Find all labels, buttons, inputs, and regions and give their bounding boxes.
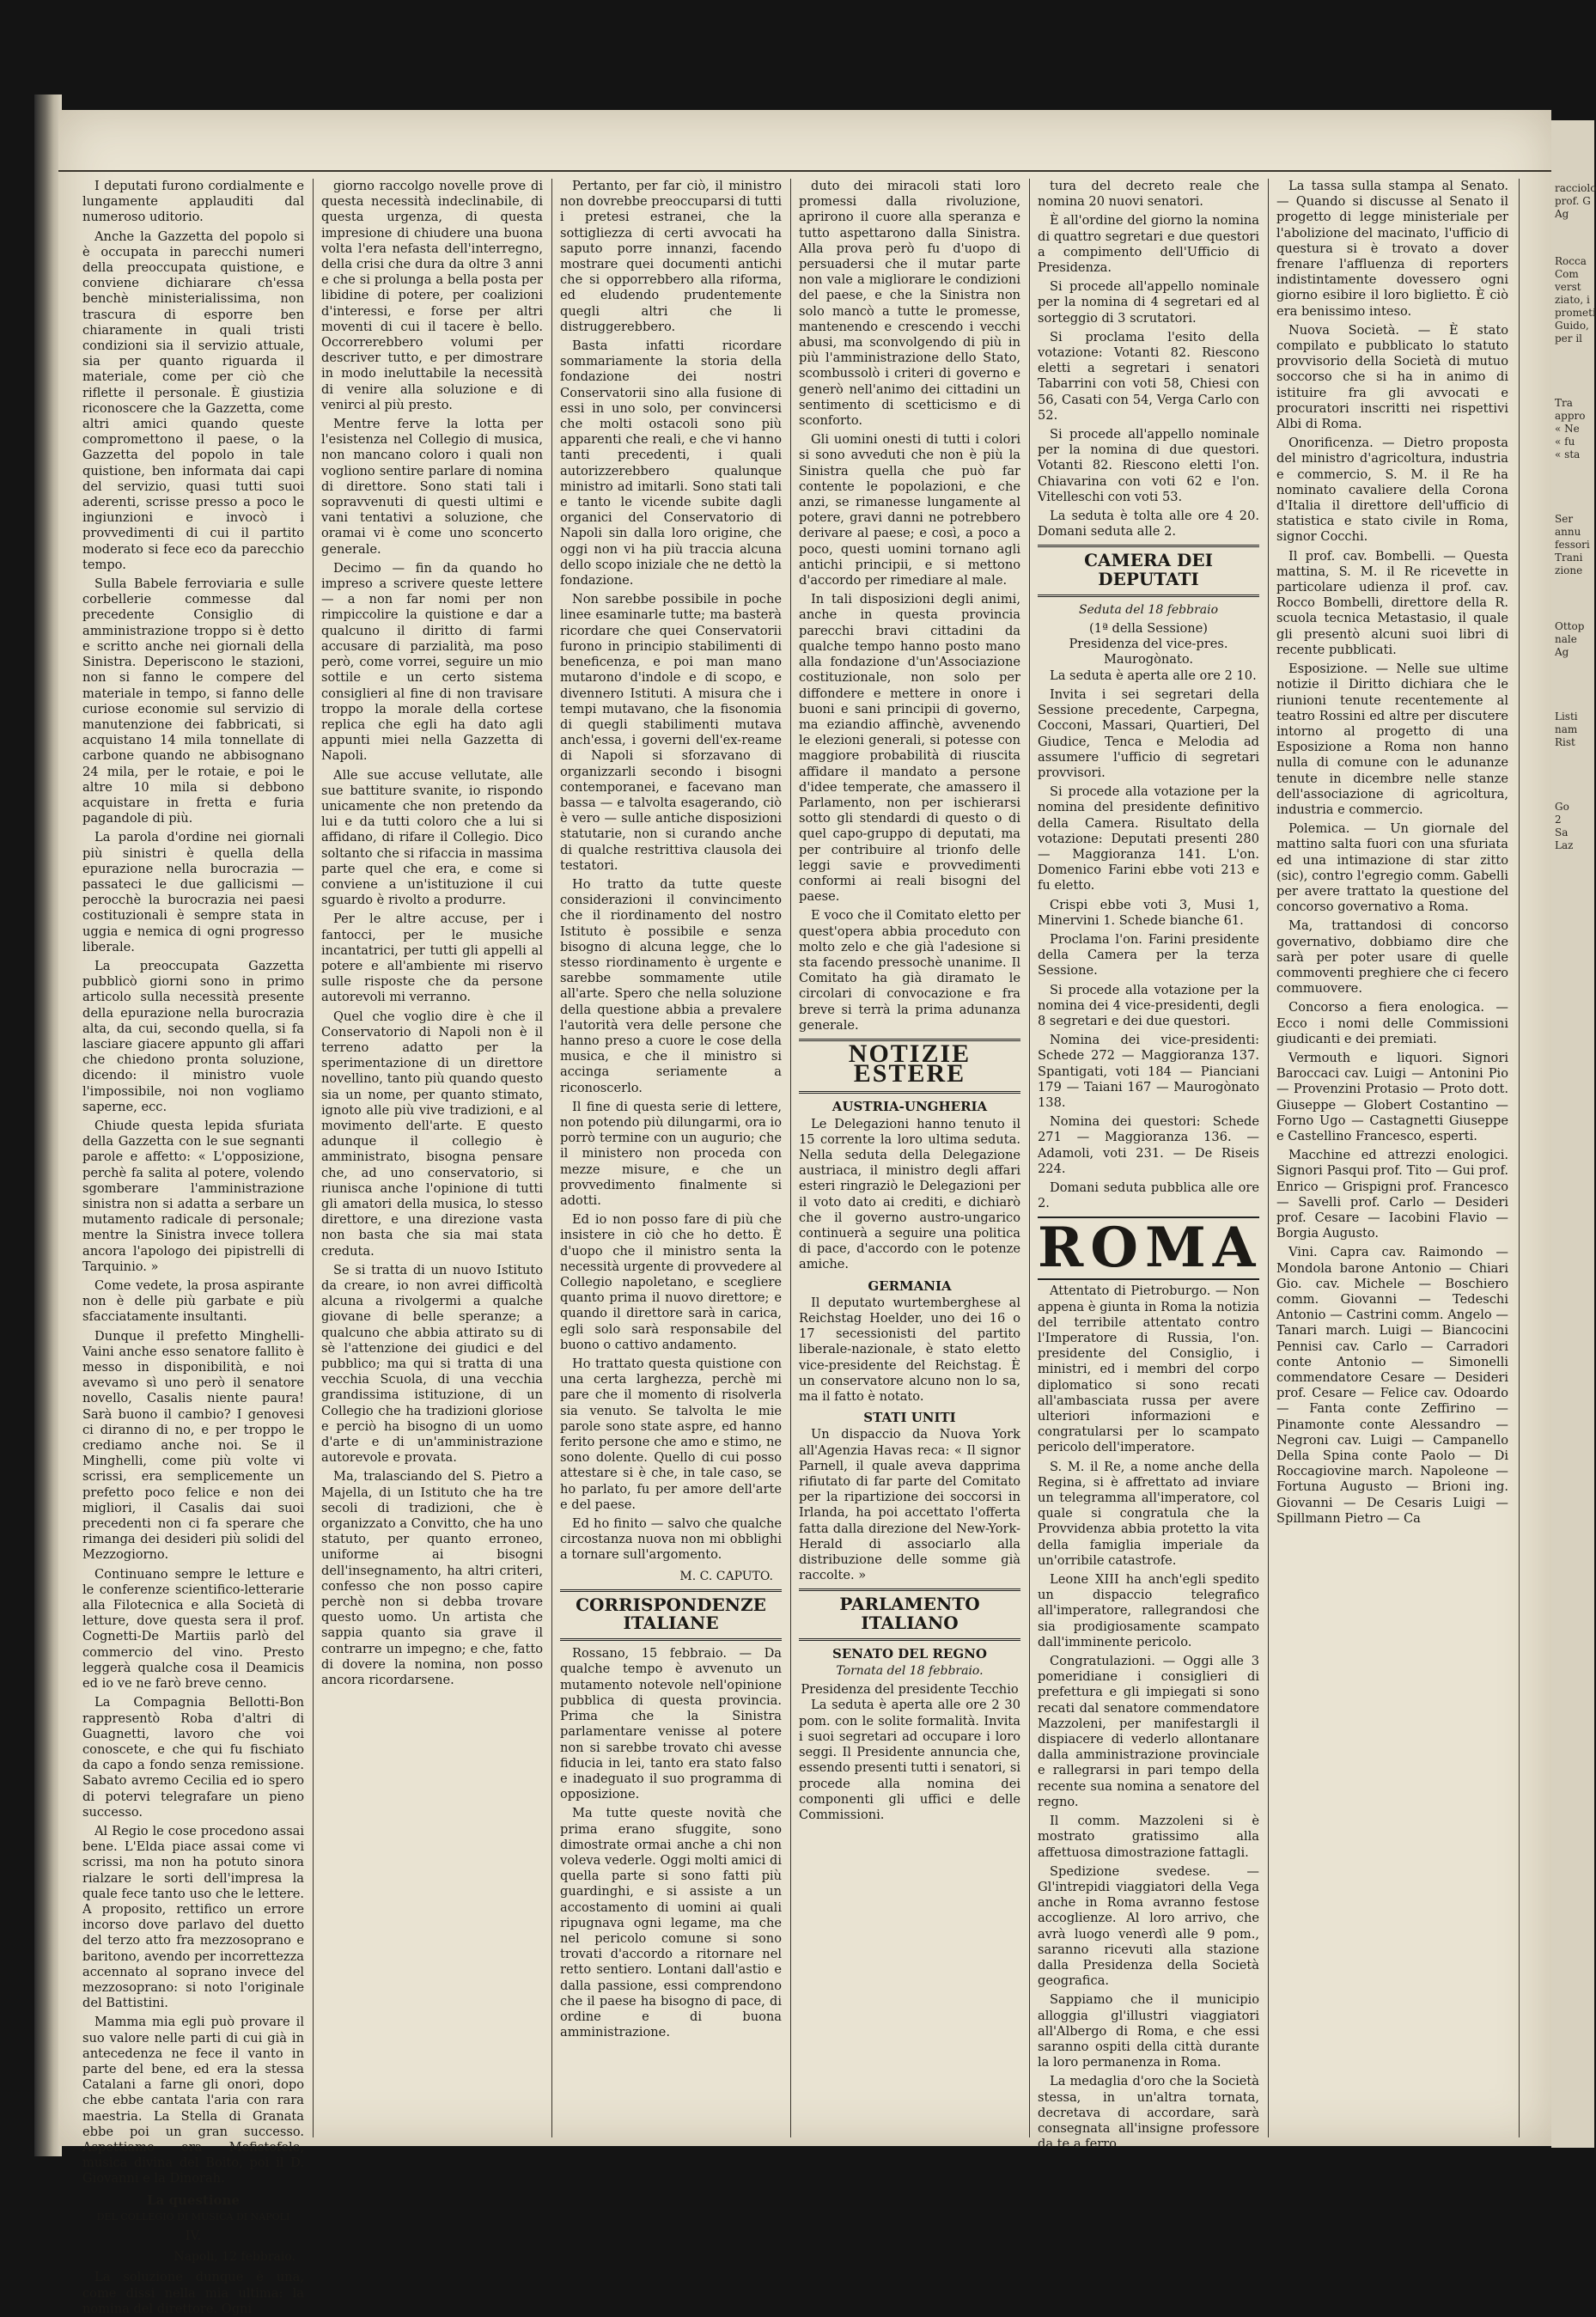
col5-paragraph: Si procede all'appello nominale per la nomina di due questori. Votanti 82. Riescono eletti l'on. Chiavarina con voti 62 e l'on. Vitelleschi con voti 53. [1038,427,1259,504]
chamber-text: Nomina dei vice-presidenti: Schede 272 — Maggioranza 137. Spantigati, voti 184 — Pianciani 179 — Taiani 167 — Maurogònato 138. [1038,1033,1259,1110]
next-page-fragment: « Ne [1555,423,1580,435]
austria-title: AUSTRIA-UNGHERIA [832,1099,988,1115]
roma-paragraph: Sappiamo che il municipio alloggia gl'illustri viaggiatori all'Albergo di Roma, e che essi saranno ospiti della città durante la loro permanenza in Roma. [1038,1992,1259,2070]
col1-paragraph: Dunque il prefetto Minghelli-Vaini anche esso senatore fallito è messo in disponibilità, e noi avevamo sì uno però il senatore novello, Casalis niente paura! Sarà buono il cambio? I genovesi ci diranno di no, e per troppo le crediamo anche noi. Se il Minghelli, come più volte vi scrissi, era semplicemente un prefetto poco felice e non dei migliori, il Casalis dai suoi precedenti non ci fa sperare che rimanga dei desideri più solidi del Mezzogiorno. [82,1328,304,1563]
col2-paragraph: Se si tratta di un nuovo Istituto da creare, io non avrei difficoltà alcuna a rivolgermi a qualche giovane di belle speranze; a qualcuno che abbia attirato su di sè l'attenzione dei giudici e del pubblico; ma qui si tratta di una vecchia Scuola, di una vecchia grandissima istituzione, di un Collegio che ha tradizioni gloriose e perciò ha bisogno di un uomo d'arte e di un'amministrazione autorevole e provata. [321,1262,543,1466]
question-text: La soluzione dunque è una, come dissi nella mia ultima: la nomina del direttore. Ogni [82,2270,304,2316]
col3-paragraph: Ed io non posso fare di più che insistere in ciò che ho detto. È d'uopo che il ministro senta la necessità urgente di provvedere al Collegio napoletano, e scegliere quanto prima il nuovo direttore; e quando il direttore sarà in carica, egli solo sarà responsabile del buono o cattivo andamento. [560,1212,782,1352]
next-page-fragment: zione [1555,564,1583,576]
col5-paragraph: Si procede all'appello nominale per la nomina di 4 segretari ed al sorteggio di 3 scrutatori. [1038,279,1259,326]
next-page-fragment: Ser [1555,513,1574,525]
col6-item: Il prof. cav. Bombelli. — Questa mattina, S. M. il Re ricevette in particolare udienza il prof. cav. Rocco Bombelli, direttore della R. scuola tecnica Metastasio, il quale gli presentò alcuni suoi libri di recente pubblicati. [1276,548,1508,657]
next-page-fragment: per il [1555,332,1583,345]
col3-paragraph: Non sarebbe possibile in poche linee esaminarle tutte; ma basterà ricordare che quei Conservatorii furono in principio stabilimenti di beneficenza, e poi man mano mutarono d'indole e di scopo, e divennero Istituti. A misura che i tempi mutavano, che la fisonomia di quegli stabilimenti mutava anch'essa, i governi dell'ex-reame di Napoli si sforzavano di organizzarli secondo i bisogni contemporanei, e facevano man bassa — e talvolta esagerando, ciò è vero — sulle antiche disposizioni statutarie, non si curando anche di qualche restrittiva clausola dei testatori. [560,592,782,873]
question-roman: IV. [185,2229,202,2243]
col2-paragraph: Ma, tralasciando del S. Pietro a Majella, di un Istituto che ha tre secoli di tradizioni, che è organizzato a Convitto, che ha uno statuto, per quanto erroneo, uniforme ai bisogni dell'insegnamento, ha altri criteri, confesso che non posso capire perchè non si debba trovare questo uomo. Un artista che sappia quanto sia grave il contrarre un impegno; e che, fatto di dovere la nomina, non posso ancora ricordarsene. [321,1469,543,1688]
next-page-fragment: Rist [1555,736,1575,748]
next-page-fragment: prometi [1555,307,1596,319]
next-page-fragment: prof. G [1555,195,1591,207]
roma-paragraph: S. M. il Re, a nome anche della Regina, si è affrettato ad inviare un telegramma all'imperatore, col quale si congratula che la Provvidenza abbia protetto la vita della famiglia imperiale da un'orribile catastrofe. [1038,1459,1259,1568]
germany-text: Il deputato wurtemberghese al Reichstag Hoelder, uno dei 16 o 17 secessionisti del partito liberale-nazionale, è stato eletto vice-presidente del Reichstag. È un conservatore alcuno non lo sa, ma il fatto è notato. [799,1295,1020,1405]
col1-paragraph: Mamma mia egli può provare il suo valore nelle parti di cui già in antecedenza ne fece il vanto in parte del bene, ed era la stessa Catalani a farne gli onori, dopo che ebbe cantata l'aria con rara maestria. La Stella di Granata ebbe poi un gran successo. Aspettiamo ora Mefistofele, musica divina del Boito, poi il D. Giovanni e la Dinorah. [82,2015,304,2186]
usa-title: STATI UNITI [863,1410,956,1426]
roma-paragraph: Il comm. Mazzoleni si è mostrato gratissimo alla affettuosa dimostrazione fattagli. [1038,1814,1259,1860]
next-page-fragment: fessori [1555,539,1590,551]
next-page-fragment: « sta [1555,448,1581,460]
parliament-title: PARLAMENTO ITALIANO [839,1594,980,1633]
roma-lead: Attentato di Pietroburgo. — Non appena è giunta in Roma la notizia del terribile attentato contro l'Imperatore di Russia, l'on. presidente del Consiglio, i ministri, ed i membri del corpo diplomatico si sono recati all'ambasciata russa per avere ulteriori informazioni e congratularsi per lo scampato pericolo dell'imperatore. [1038,1283,1259,1455]
col3-paragraph: Il fine di questa serie di lettere, non potendo più dilungarmi, ora io porrò termine con un augurio; che il ministero non proceda con mezze misure, e che un provvedimento finalmente si adotti. [560,1099,782,1208]
next-page-fragment: verst [1555,281,1581,293]
col6-item: Vini. Capra cav. Raimondo — Mondola barone Antonio — Chiari Gio. cav. Michele — Boschiero comm. Giovanni — Tedeschi Antonio — Castrini comm. Angelo — Tanari march. Luigi — Biancocini Pennisi cav. Carlo — Carradori conte Antonio — Simonelli commendatore Cesare — Desideri prof. Cesare — Felice cav. Odoardo — Fanta conte Zeffirino — Pinamonte conte Alessandro — Negroni cav. Luigi — Campanello Della Spina conte Paolo — Di Roccagiovine march. Napoleone — Fortuna Augusto — Brioni ing. Giovanni — De Cesaris Luigi — Spillmann Pietro — Ca [1276,1245,1508,1526]
question-dateline: Napoli, 12 febbraio. [174,2250,295,2265]
next-page-fragment: annu [1555,526,1581,538]
col2-paragraph: Alle sue accuse vellutate, alle sue battiture svanite, io rispondo unicamente che non pretendo da lui e da tutti coloro che a lui si affidano, di rifare il Collegio. Dico soltanto che si rifaccia in massima parte quel che era, e come si conviene a un'istituzione il cui sguardo è rivolto a produrre. [321,767,543,908]
roma-paragraph: La medaglia d'oro che la Società stessa, in un'altra tornata, decretava di accordare, sarà consegnata all'insigne professore da te a ferro. [1038,2074,1259,2152]
chamber-header [1038,545,1259,596]
chamber-text: Domani seduta pubblica alle ore 2. [1038,1180,1259,1211]
chamber-session: Seduta del 18 febbraio [1078,602,1219,617]
col2-paragraph: Per le altre accuse, per i fantocci, per le musiche incantatrici, per tutti gli appelli al potere e all'ambiente mi riservo sulle risposte che da persone autorevoli mi verranno. [321,912,543,1005]
chamber-presidency: Presidenza del vice-pres. Maurogònato. [1069,637,1228,668]
col6-item: Concorso a fiera enologica. — Ecco i nomi delle Commissioni giudicanti e dei premiati. [1276,1000,1508,1046]
col4-paragraph: Gli uomini onesti di tutti i colori si sono avveduti che non è più la Sinistra quella che può far contente le popolazioni, e che anzi, se rimanesse lungamente al potere, gravi danni ne potrebbero derivare al paese; e così, a poco a poco, questi uomini tornano agli antichi principii, e si mettono d'accordo per rimediare al male. [799,432,1020,588]
next-page-fragment: Com [1555,268,1579,280]
col2-paragraph: giorno raccolgo novelle prove di questa necessità indeclinabile, di questa urgenza, di questa impresione di chiudere una buona volta l'era nefasta dell'interregno, della crisi che dura da oltre 3 anni e che si prolunga a bella posta per libidine di potere, per coalizioni d'interessi, e forse per altri moventi di cui il tacere è bello. Occorrerebbero volumi per descriver tutto, e per dimostrare in modo ineluttabile la necessità di venire alla soluzione e di venirci al più presto. [321,179,543,412]
col5-paragraph: tura del decreto reale che nomina 20 nuovi senatori. [1038,179,1259,210]
next-page-fragment: Tra [1555,397,1573,409]
next-page-fragment: Laz [1555,839,1574,851]
col2-paragraph: Quel che voglio dire è che il Conservatorio di Napoli non è il terreno adatto per la sperimentazione di un direttore novellino, tanto più quando questo sia un nome, per quanto stimato, ignoto alle più vive tradizioni, e al movimento dell'arte. E questo adunque il collegio è amministrato, bisogna pensare che, ad uno conservatorio, si riunisca anche l'opinione di tutti gli amatori della musica, lo stesso direttore, e una direzione vasta non basta che sia mai stata creduta. [321,1009,543,1259]
question-title: La questione [147,2192,240,2208]
next-page-fragment: nale [1555,633,1577,645]
col6-item: Polemica. — Un giornale del mattino salta fuori con una sfuriata ed una intimazione di star zitto (sic), contro l'egregio comm. Gabelli per avere trattato la questione del concorso governativo a Roma. [1276,821,1508,915]
foreign-news-header [799,1039,1020,1094]
col1-paragraph: Chiude questa lepida sfuriata della Gazzetta con le sue segnanti parole e affetto: « L'opposizione, perchè fa salita al potere, volendo sgomberare l'amministrazione sinistra non si adatta a serbare un mutamento radicale di personale; mentre la Sinistra invece tollera ancora l'apologo dei pipistrelli di Tarquinio. » [82,1118,304,1274]
chamber-text: Crispi ebbe voti 3, Musi 1, Minervini 1. Schede bianche 61. [1038,897,1259,928]
next-page-edge [1551,120,1594,2148]
correspondence-lead: Rossano, 15 febbraio. — Da qualche tempo è avvenuto un mutamento notevole nell'opinione pubblica di questa provincia. Prima che la Sinistra parlamentare venisse al potere non si sarebbe trovato chi avesse fiducia in lei, tanto era stato falso e inadeguato il suo programma di opposizione. [560,1646,782,1802]
next-page-fragment: « fu [1555,436,1575,448]
next-page-fragment: Ottop [1555,620,1585,632]
chamber-text: Si procede alla votazione per la nomina dei 4 vice-presidenti, degli 8 segretari e dei due questori. [1038,982,1259,1028]
column-divider [1029,179,1030,2137]
correspondence-text: Ma tutte queste novità che prima erano sfuggite, sono dimostrate ormai anche a chi non voleva vederle. Oggi molti amici di quella parte si sono fatti più guardinghi, e si assiste a un accostamento di uomini ai quali ripugnava ogni legame, ma che nel pericolo comune si sono trovati d'accordo a ritornare nel retto sentiero. Lontani dall'astio e dalla passione, essi comprendono che il paese ha bisogno di pace, di ordine e di buona amministrazione. [560,1806,782,2040]
chamber-text: Proclama l'on. Farini presidente della Camera per la terza Sessione. [1038,931,1259,979]
roma-paragraph: Spedizione svedese. — Gl'intrepidi viaggiatori della Vega anche in Roma avranno festose accoglienze. Al loro arrivo, che avrà luogo venerdì alle 9 pom., saranno ricevuti alla stazione dalla Presidenza della Società geografica. [1038,1863,1259,1989]
col1-paragraph: La Compagnia Bellotti-Bon rappresentò Roba d'altri di Guagnetti, lavoro che voi conoscete, e che qui fu fischiato da capo a fondo senza remissione. Sabato avremo Cecilia ed io spero di potervi telegrafare un pieno successo. [82,1695,304,1820]
signature: M. C. CAPUTO. [679,1569,773,1583]
question-subtitle: DEL COLLEGIO DI MUSICA DI NAPOLI [96,2210,290,2222]
col3-paragraph: Pertanto, per far ciò, il ministro non dovrebbe preoccuparsi di tutti i pretesi estranei, che la sottigliezza di certi avvocati ha saputo porre innanzi, facendo mostrare quei documenti antichi che si opporrebbero alla riforma, ed eludendo prudentemente quegli altri che li distruggerebbero. [560,179,782,334]
parliament-header [799,1588,1020,1640]
column-3 [560,179,782,2137]
next-page-fragment: nam [1555,723,1578,735]
column-1 [82,179,304,2316]
col4-paragraph: duto dei miracoli stati loro promessi dalla rivoluzione, aprirono il cuore alla speranza e tutto aspettarono dalla Sinistra. Alla prova però fu d'uopo di persuadersi che il mutar parte non vale a migliorare le condizioni del paese, e che la Sinistra non solo mancò a tutte le promesse, mantenendo e crescendo i vecchi abusi, ma sconvolgendo di più in più l'amministrazione dello Stato, scombussolò i criteri di governo e generò nell'animo dei cittadini un sentimento di scetticismo e di sconforto. [799,179,1020,429]
col2-paragraph: Mentre ferve la lotta per l'esistenza nel Collegio di musica, non mancano coloro i quali non vogliono sentire parlare di nomina di direttore. Sono stati tali i sopravvenuti di questi ultimi e vani tentativi a soluzione, che oramai vi è come uno sconcerto generale. [321,417,543,557]
column-divider [551,179,552,2137]
chamber-text: Invita i sei segretari della Sessione precedente, Carpegna, Cocconi, Massari, Quartieri, Del Giudice, Tenca e Melodia ad assumere l'ufficio di segretari provvisori. [1038,686,1259,780]
col2-paragraph: Decimo — fin da quando ho impreso a scrivere queste lettere — a non far nomi per non rimpiccolire la quistione e dar a qualcuno il diritto di farmi accusare di parzialità, ma poso però, come vorrei, seguire un mio sottile e un certo sistema consiglieri al fine di non travisare troppo la morale della cortese replica che egli ha dato agli appunti miei nella Gazzetta di Napoli. [321,560,543,764]
col6-item: Onorificenza. — Dietro proposta del ministro d'agricoltura, industria e commercio, S. M. il Re ha nominato cavaliere della Corona d'Italia il direttore dell'ufficio di statistica e stato civile in Roma, signor Cocchi. [1276,436,1508,545]
column-6 [1276,179,1508,2137]
chamber-title: CAMERA DEI DEPUTATI [1084,550,1213,589]
senate-presidency: Presidenza del presidente Tecchio [801,1682,1019,1698]
col3-paragraph: Ed ho finito — salvo che qualche circostanza nuova non mi obblighi a tornare sull'argomento. [560,1516,782,1563]
roma-paragraph: Leone XIII ha anch'egli spedito un dispaccio telegrafico all'imperatore, rallegrandosi che sia prodigiosamente scampato dall'imminente pericolo. [1038,1572,1259,1649]
col1-paragraph: Anche la Gazzetta del popolo si è occupata in parecchi numeri della preoccupata quistione, e conviene dichiarare ch'essa benchè ministerialissima, non trascura di esporre ben chiaramente in quali tristi condizioni sia il servizio attuale, sia per quanto riguarda il materiale, come per ciò che riflette il personale. È giustizia riconoscere che la Gazzetta, come altri amici quando queste compromettono il paese, o la Gazzetta del popolo in tale quistione, ben informata dai capi del servizio, quasi tutti suoi aderenti, scrisse presso a poco le ingiunzioni e invocò i provvedimenti di cui il partito moderato si fece eco da parecchio tempo. [82,229,304,572]
roma-heading: ROMA [1038,1216,1263,1281]
col4-paragraph: In tali disposizioni degli animi, anche in questa provincia parecchi bravi cittadini da qualche tempo hanno posto mano alla fondazione d'un'Associazione costituzionale, non solo per diffondere e mettere in onore i buoni e sani principii di governo, ma eziandio affinchè, avvenendo le elezioni generali, si potesse con maggiore probabilità di riuscita affidare il mandato a persone d'idee temperate, che amassero il Parlamento, non per ischierarsi sotto gli stendardi di questo o di quel capo-gruppo di deputati, ma per contribuire al trionfo delle leggi savie e provvedimenti conformi ai reali bisogni del paese. [799,592,1020,905]
col5-paragraph: Si proclama l'esito della votazione: Votanti 82. Riescono eletti a segretari i senatori Tabarrini con voti 58, Chiesi con 56, Casati con 54, Verga Carlo con 52. [1038,329,1259,423]
senate-session: Tornata del 18 febbraio. [836,1664,984,1679]
chamber-text: Nomina dei questori: Schede 271 — Maggioranza 136. — Adamoli, voti 231. — De Riseis 224. [1038,1114,1259,1176]
chamber-session-number: (1ª della Sessione) [1089,621,1208,637]
col1-paragraph: Come vedete, la prosa aspirante non è delle più garbate e più sfacciatamente insultanti. [82,1278,304,1325]
chamber-text: La seduta è aperta alle ore 2 10. [1050,668,1257,683]
next-page-fragment: Trani [1555,552,1583,564]
column-divider [1519,179,1520,2137]
col5-paragraph: La seduta è tolta alle ore 4 20. Domani seduta alle 2. [1038,509,1259,540]
next-page-fragment: Go [1555,801,1569,813]
foreign-news-title: NOTIZIE ESTERE [848,1039,972,1088]
next-page-fragment: Guido, [1555,320,1589,332]
col6-item: Macchine ed attrezzi enologici. Signori Pasqui prof. Tito — Gui prof. Enrico — Grispigni prof. Francesco — Savelli prof. Carlo — Desideri prof. Cesare — Iacobini Flavio — Borgia Augusto. [1276,1148,1508,1241]
germany-title: GERMANIA [868,1277,952,1294]
col1-paragraph: Al Regio le cose procedono assai bene. L'Elda piace assai come vi scrissi, ma non ha potuto sinora rialzare le sorti dell'impresa la quale fece tanto uso che le lettere. A proposito, rettifico un errore incorso dove parlavo del duetto del terzo atto fra mezzosoprano e baritono, avendo per incorrettezza accennato al soprano invece del mezzosoprano: si noto l'originale del Battistini. [82,1823,304,2011]
next-page-fragment: ziato, i [1555,294,1590,306]
column-divider [313,179,314,2137]
next-page-fragment: Sa [1555,826,1569,838]
column-divider [1268,179,1269,2137]
col1-paragraph: La parola d'ordine nei giornali più sinistri è quella della epurazione nella burocrazia — passateci le due gallicismi — perocchè la burocrazia nei paesi costituzionali è sempre stata in uggia e nemica di ogni progresso liberale. [82,830,304,954]
next-page-fragment: Ag [1555,646,1569,658]
column-2 [321,179,543,2137]
next-page-fragment: racciolo [1555,182,1596,194]
next-page-fragment: Rocca [1555,255,1587,267]
col4-paragraph: E voco che il Comitato eletto per quest'opera abbia proceduto con molto zelo e che già l'adesione si sta facendo pressochè unanime. Il Comitato ha già diramato le circolari di convocazione e fra breve si terrà la prima adunanza generale. [799,908,1020,1033]
col3-paragraph: Ho trattato questa quistione con una certa larghezza, perchè mi pare che il momento di risolverla sia venuto. Se talvolta le mie parole sono state aspre, ed hanno ferito persone che amo e stimo, ne sono dolente. Quello di cui posso attestare si è che, in tale caso, se ho parlato, fu per amore dell'arte e del paese. [560,1357,782,1512]
usa-text: Un dispaccio da Nuova York all'Agenzia Havas reca: « Il signor Parnell, il quale aveva dapprima rifiutato di far parte del Comitato per la ripartizione dei soccorsi in Irlanda, ha poi accettato l'offerta fatta dalla direzione del New-York-Herald di associarlo alla distribuzione delle somme già raccolte. » [799,1427,1020,1583]
newspaper-page [58,110,1551,2316]
senate-text: La seduta è aperta alle ore 2 30 pom. con le solite formalità. Invita i suoi segretari ad occupare i loro seggi. Il Presidente annuncia che, essendo presenti tutti i senatori, si procede alla nomina dei componenti gli uffici e delle Commissioni. [799,1698,1020,1822]
col6-item: Vermouth e liquori. Signori Baroccaci cav. Luigi — Antonini Pio — Provenzini Protasio — Proto dott. Giuseppe — Globert Costantino — Forno Ugo — Castagnetti Giuseppe e Castellino Francesco, esperti. [1276,1050,1508,1143]
header-rule [58,170,1551,172]
col3-paragraph: Basta infatti ricordare sommariamente la storia della fondazione dei nostri Conservatorii sino alla fusione di essi in uno solo, per convincersi che molti ostacoli sono più apparenti che reali, e che vi hanno tanti precedenti, i quali autorizzerebbero qualunque ministro ad imitarli. Sono stati tali e tanto le vicende subite dagli organici del Conservatorio di Napoli sin dalla loro origine, che oggi non vi ha più traccia alcuna dello scopo iniziale che ne dettò la fondazione. [560,338,782,588]
senate-title: SENATO DEL REGNO [832,1645,987,1662]
next-page-fragment: appro [1555,410,1586,422]
column-4 [799,179,1020,2137]
next-page-fragment: Ag [1555,208,1569,220]
col6-item: La tassa sulla stampa al Senato. — Quando si discusse al Senato il progetto di legge ministeriale per l'abolizione del macinato, l'ufficio di questura si è trovato a dover frenare l'affluenza di reporters indistintamente dovessero ogni giorno esibire il loro biglietto. È ciò era benissimo inteso. [1276,179,1508,319]
col5-paragraph: È all'ordine del giorno la nomina di quattro segretari e due questori a compimento dell'Ufficio di Presidenza. [1038,213,1259,276]
col6-item: Nuova Società. — È stato compilato e pubblicato lo statuto provvisorio della Società di mutuo soccorso che si ha in animo di istituire fra gli avvocati e procuratori inscritti nei rispettivi Albi di Roma. [1276,322,1508,432]
correspondence-title: CORRISPONDENZE ITALIANE [576,1594,766,1634]
col1-paragraph: La preoccupata Gazzetta pubblicò giorni sono in primo articolo sulla necessità presente della epurazione nella burocrazia alta, da cui, secondo quella, si fa lasciare giacere appunto gli affari che chiedono pronta soluzione, dicendo: il ministro vuole l'impossibile, noi non vogliamo saperne, ecc. [82,958,304,1114]
austria-text: Le Delegazioni hanno tenuto il 15 corrente la loro ultima seduta. Nella seduta della Delegazione austriaca, il ministro degli affari esteri ringraziò le Delegazioni per il voto dato ai crediti, e dichiarò che il governo austro-ungarico continuerà a seguire una politica di pace, d'accordo con le potenze amiche. [799,1116,1020,1272]
col3-paragraph: Ho tratto da tutte queste considerazioni il convincimento che il riordinamento del nostro Istituto è possibile e senza bisogno di alcuna legge, che lo stesso riordinamento è urgente e sarebbe sommamente utile all'arte. Spero che nella soluzione della questione abbia a prevalere l'autorità vera delle persone che hanno preso a cuore le cose della musica, e che il ministro si accinga seriamente a riconoscerlo. [560,876,782,1095]
column-divider [790,179,791,2137]
col1-paragraph: Sulla Babele ferroviaria e sulle corbellerie commesse dal precedente Consiglio di amministrazione troppo si è detto e scritto anche nei giornali della Sinistra. Deperiscono le stazioni, non si fanno le compere del materiale in tempo, si fanno delle curiose economie sul servizio di manutenzione dei fabbricati, si acquistano 14 mila tonnellate di carbone quando ne abbisognano 24 mila, per le rotaie, e poi le altre 10 mila si debbono acquistare in fretta e furia pagandole di più. [82,576,304,826]
chamber-text: Si procede alla votazione per la nomina del presidente definitivo della Camera. Risultato della votazione: Deputati presenti 280 — Maggioranza 141. L'on. Domenico Farini ebbe voti 213 e fu eletto. [1038,784,1259,893]
col1-paragraph: Continuano sempre le letture e le conferenze scientifico-letterarie alla Filotecnica e alla Società di letture, dove questa sera il prof. Cognetti-De Martiis parlò del commercio del vino. Presto leggerà qualche cosa il Deamicis ed io ve ne farò breve cenno. [82,1566,304,1692]
col6-item: Esposizione. — Nelle sue ultime notizie il Diritto dichiara che le riunioni tenute recentemente al teatro Rossini ed altre per discutere intorno al progetto di una Esposizione a Roma non hanno nulla di comune con le adunanze tenute in dicembre nelle stanze dell'associazione di agricoltura, industria e commercio. [1276,662,1508,817]
correspondence-header [560,1589,782,1641]
next-page-fragment: Listi [1555,710,1578,723]
next-page-fragment: 2 [1555,814,1562,826]
col6-item: Ma, trattandosi di concorso governativo, dobbiamo dire che sarà per poter usare di quelle commoventi preghiere che ci fecero commuovere. [1276,918,1508,997]
roma-paragraph: Congratulazioni. — Oggi alle 3 pomeridiane i consiglieri di prefettura e gli impiegati si sono recati dal senatore commendatore Mazzoleni, per manifestargli il dispiacere di vederlo allontanare dalla amministrazione provinciale e rallegrarsi in pari tempo della recente sua nomina a senatore del regno. [1038,1654,1259,1809]
col1-lead: I deputati furono cordialmente e lungamente applauditi dal numeroso uditorio. [82,179,304,225]
column-5 [1038,179,1263,2152]
